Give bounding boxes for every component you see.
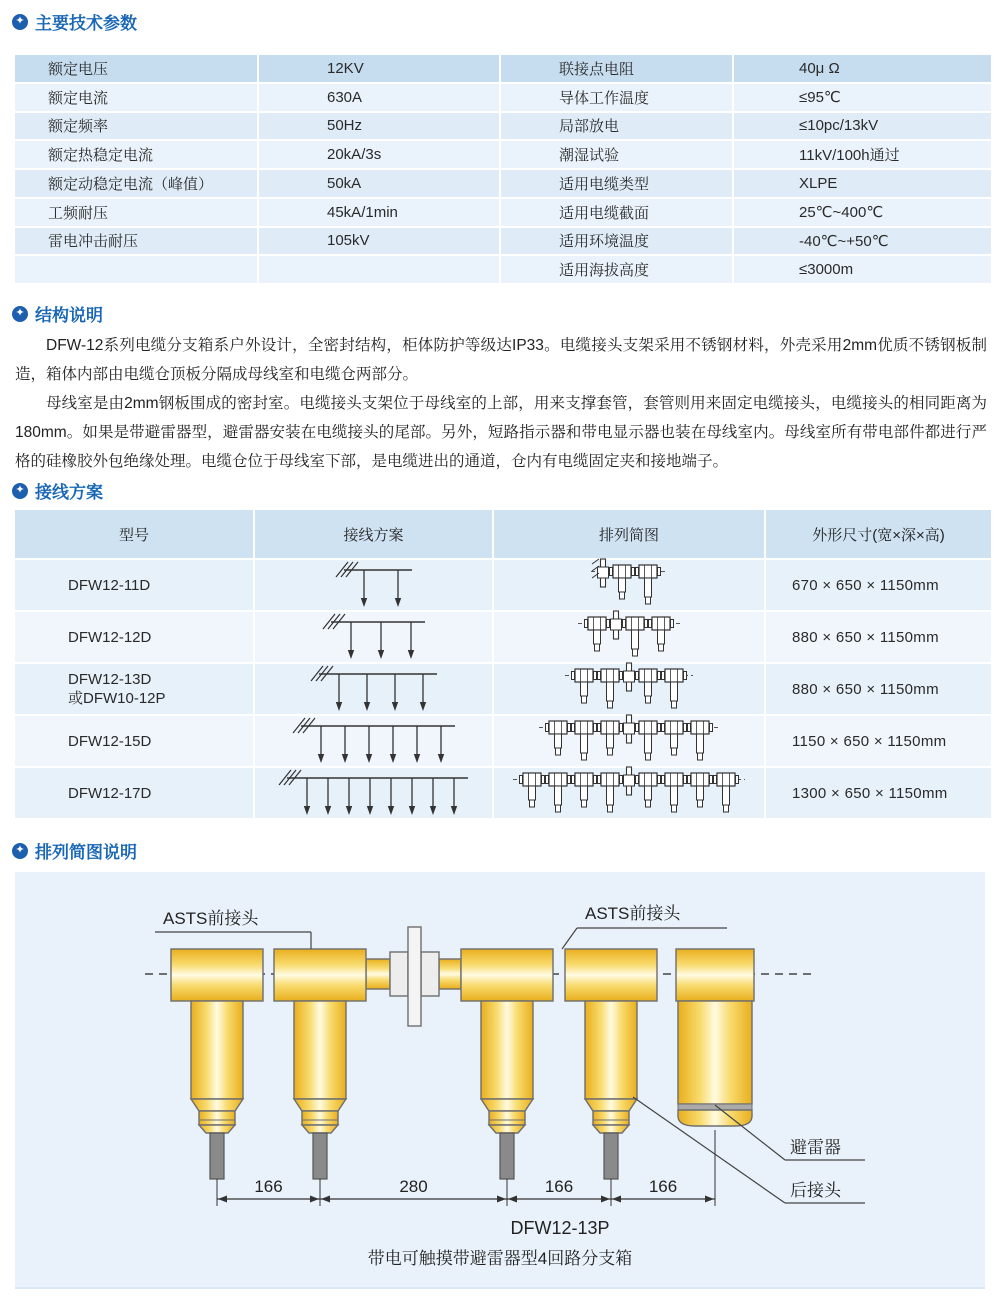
front-connector-label-right: ASTS前接头: [585, 904, 681, 923]
section-heading-params: [12, 9, 137, 34]
branch-diagram: [309, 611, 439, 663]
wiring-size-cell: 1150 × 650 × 1150mm: [766, 716, 991, 766]
dimension-label: 166: [544, 1177, 574, 1196]
section-title-wiring: 接线方案: [35, 483, 103, 502]
dimension-label: 166: [254, 1177, 283, 1196]
wiring-branch-cell: [255, 664, 492, 714]
wiring-arrangement-cell: [494, 560, 764, 610]
params-label-cell: 适用电缆截面: [501, 199, 732, 226]
params-value-cell: 50kA: [259, 170, 499, 197]
branch-diagram: [279, 715, 469, 767]
params-value-cell: 45kA/1min: [259, 199, 499, 226]
section-title-arrangement: 排列简图说明: [35, 843, 137, 862]
params-label-cell: 联接点电阻: [501, 55, 732, 82]
wiring-table: [15, 510, 985, 818]
arrangement-drawing-panel: [15, 872, 985, 1289]
params-value-cell: ≤95℃: [734, 84, 991, 111]
wiring-model-cell: DFW12-12D: [15, 612, 253, 662]
section-heading-wiring: [12, 478, 103, 503]
arrangement-drawing: [15, 872, 985, 1287]
arrangement-mini-diagram: [511, 765, 747, 821]
section-heading-arrangement: [12, 838, 137, 863]
section-title-structure: 结构说明: [35, 306, 103, 325]
wiring-size-cell: 1300 × 650 × 1150mm: [766, 768, 991, 818]
rear-connector-label: 后接头: [790, 1181, 841, 1200]
structure-paragraph: DFW-12系列电缆分支箱系户外设计，全密封结构，柜体防护等级达IP33。电缆接头支架采用不锈钢材料，外壳采用2mm优质不锈钢板制造，箱体内部由电缆仓顶板分隔成母线室和电缆仓两部分。: [15, 337, 987, 383]
star-icon: ✦: [12, 483, 28, 499]
dimension-label: 280: [399, 1177, 428, 1196]
arrangement-mini-diagram: [576, 609, 682, 665]
params-label-cell: 适用电缆类型: [501, 170, 732, 197]
wiring-model-cell: DFW12-15D: [15, 716, 253, 766]
wiring-size-cell: 880 × 650 × 1150mm: [766, 664, 991, 714]
params-table: [15, 55, 985, 283]
star-icon: ✦: [12, 14, 28, 30]
wiring-arrangement-cell: [494, 716, 764, 766]
params-label-cell: 额定频率: [15, 113, 257, 140]
params-value-cell: -40℃~+50℃: [734, 228, 991, 255]
wiring-header-cell: 型号: [15, 510, 253, 558]
wiring-branch-cell: [255, 560, 492, 610]
params-value-cell: 630A: [259, 84, 499, 111]
front-connector-label-left: ASTS前接头: [163, 909, 259, 928]
params-label-cell: 导体工作温度: [501, 84, 732, 111]
params-label-cell: 额定电压: [15, 55, 257, 82]
params-label-cell: 潮湿试验: [501, 141, 732, 168]
wiring-arrangement-cell: [494, 768, 764, 818]
wiring-size-cell: 880 × 650 × 1150mm: [766, 612, 991, 662]
wiring-header-cell: 接线方案: [255, 510, 492, 558]
branch-diagram: [322, 559, 426, 611]
params-label-cell: 适用环境温度: [501, 228, 732, 255]
section-heading-structure: [12, 301, 103, 326]
params-value-cell: ≤10pc/13kV: [734, 113, 991, 140]
wiring-branch-cell: [255, 768, 492, 818]
params-label-cell: 额定热稳定电流: [15, 141, 257, 168]
arrangement-mini-diagram: [589, 557, 669, 613]
params-value-cell: [259, 256, 499, 283]
wiring-arrangement-cell: [494, 664, 764, 714]
params-label-cell: 工频耐压: [15, 199, 257, 226]
params-label-cell: 局部放电: [501, 113, 732, 140]
star-icon: ✦: [12, 306, 28, 322]
params-value-cell: 50Hz: [259, 113, 499, 140]
params-label-cell: 雷电冲击耐压: [15, 228, 257, 255]
wiring-model-cell: DFW12-17D: [15, 768, 253, 818]
drawing-caption: 带电可触摸带避雷器型4回路分支箱: [367, 1249, 633, 1268]
params-value-cell: 25℃~400℃: [734, 199, 991, 226]
wiring-header-cell: 外形尺寸(宽×深×高): [766, 510, 991, 558]
wiring-model-cell: DFW12-11D: [15, 560, 253, 610]
params-value-cell: 20kA/3s: [259, 141, 499, 168]
params-label-cell: 额定电流: [15, 84, 257, 111]
branch-diagram: [297, 663, 451, 715]
params-value-cell: 12KV: [259, 55, 499, 82]
wiring-arrangement-cell: [494, 612, 764, 662]
branch-diagram: [265, 767, 482, 819]
arrangement-mini-diagram: [537, 713, 721, 769]
dimension-label: 166: [648, 1177, 678, 1196]
drawing-model-label: DFW12-13P: [510, 1218, 610, 1238]
arrester-label: 避雷器: [790, 1138, 841, 1157]
structure-paragraph: 母线室是由2mm钢板围成的密封室。电缆接头支架位于母线室的上部，用来支撑套管，套管则用来固定电缆接头，电缆接头的相同距离为180mm。如果是带避雷器型，避雷器安装在电缆接头的尾部。另外，短路指示器和带电显示器也装在母线室内。母线室所有带电部件都进行严格的硅橡胶外包绝缘处理。电缆仓位于母线室下部，是电缆进出的通道，仓内有电缆固定夹和接地端子。: [15, 395, 987, 470]
params-value-cell: 11kV/100h通过: [734, 141, 991, 168]
section-title-params: 主要技术参数: [35, 14, 137, 33]
star-icon: ✦: [12, 843, 28, 859]
params-label-cell: [15, 256, 257, 283]
structure-description: [15, 331, 987, 476]
wiring-model-cell: DFW12-13D 或DFW10-12P: [15, 664, 253, 714]
wiring-header-cell: 排列简图: [494, 510, 764, 558]
arrangement-mini-diagram: [563, 661, 695, 717]
params-value-cell: 105kV: [259, 228, 499, 255]
params-value-cell: ≤3000m: [734, 256, 991, 283]
wiring-branch-cell: [255, 716, 492, 766]
wiring-branch-cell: [255, 612, 492, 662]
params-label-cell: 额定动稳定电流（峰值）: [15, 170, 257, 197]
wiring-size-cell: 670 × 650 × 1150mm: [766, 560, 991, 610]
params-label-cell: 适用海拔高度: [501, 256, 732, 283]
params-value-cell: XLPE: [734, 170, 991, 197]
params-value-cell: 40μ Ω: [734, 55, 991, 82]
